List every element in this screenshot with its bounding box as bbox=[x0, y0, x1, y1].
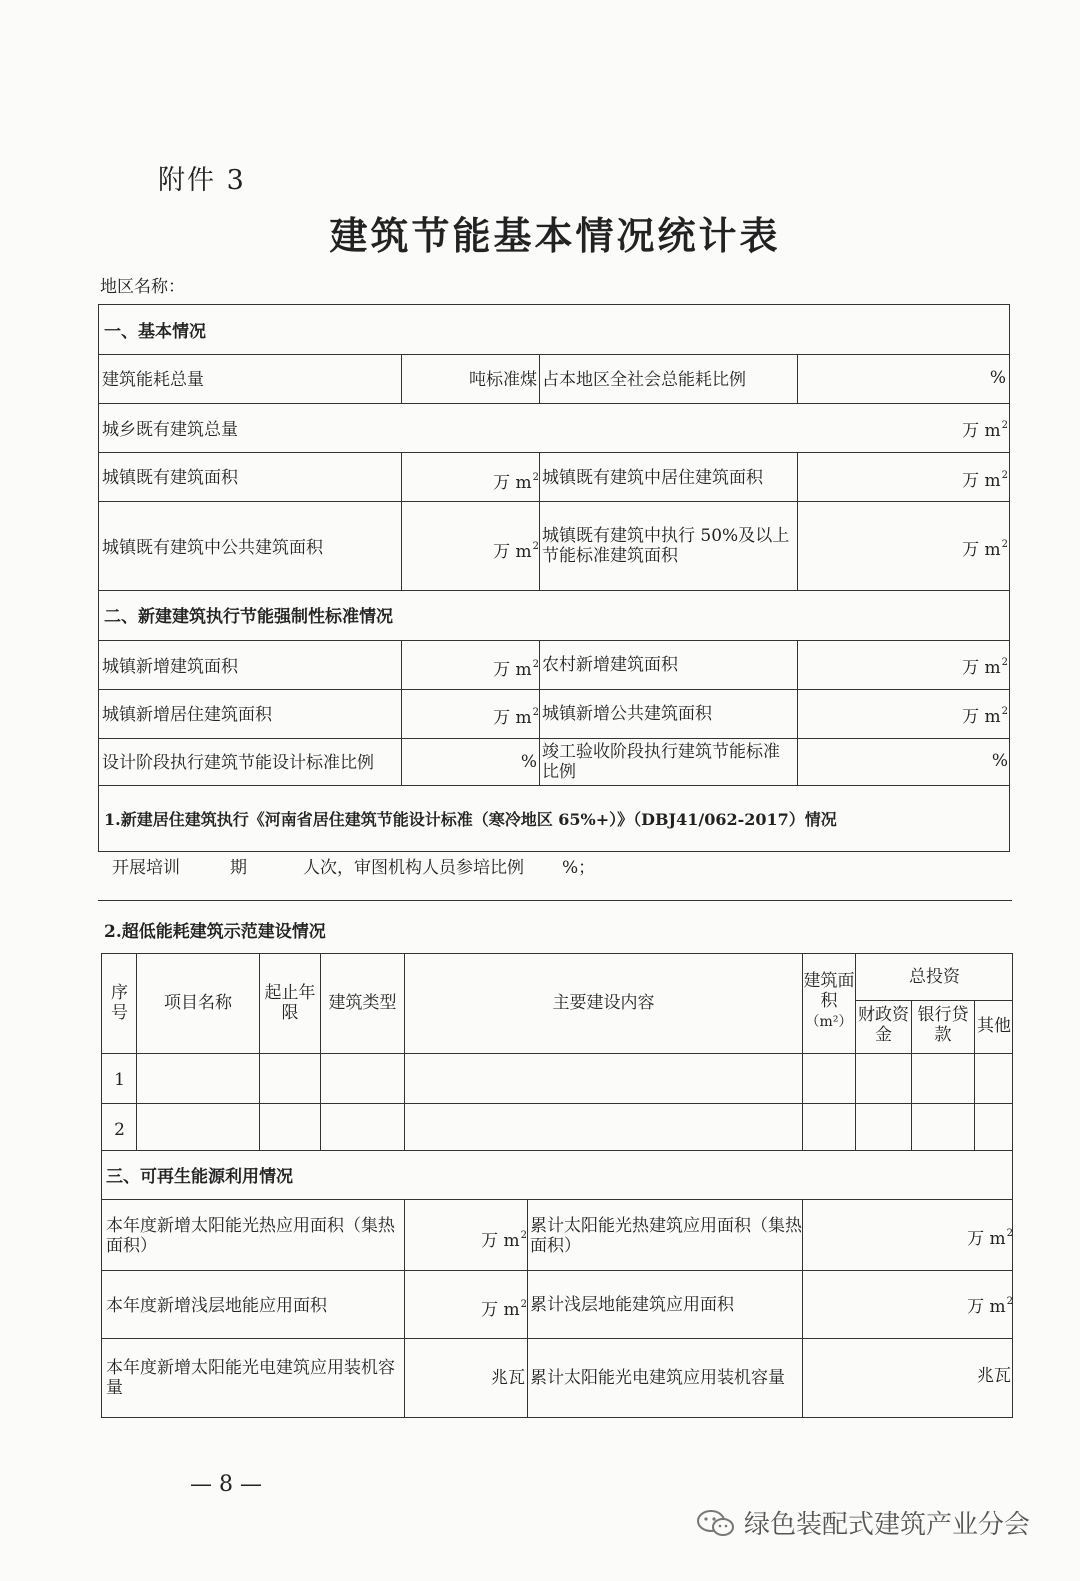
col-bank: 银行贷款 bbox=[917, 1005, 969, 1045]
attachment-label: 附件 3 bbox=[158, 165, 246, 196]
watermark bbox=[696, 1504, 1030, 1541]
town-new-label: 城镇新增建筑面积 bbox=[102, 657, 238, 677]
area-unit: 万 $m^2$ bbox=[493, 707, 539, 728]
town-50-label: 城镇既有建筑中执行 50%及以上节能标准建筑面积 bbox=[542, 526, 790, 566]
pct-label: %； bbox=[562, 858, 596, 878]
col-type: 建筑类型 bbox=[328, 993, 397, 1013]
town-existing-label: 城镇既有建筑面积 bbox=[102, 468, 238, 488]
percent-unit: % bbox=[520, 752, 537, 772]
mw-unit: 兆瓦 bbox=[491, 1368, 525, 1388]
watermark-text: 绿色装配式建筑产业分会 bbox=[744, 1510, 1031, 1540]
pv-new-label: 本年度新增太阳能光电建筑应用装机容量 bbox=[106, 1358, 395, 1398]
design-ratio-label: 设计阶段执行建筑节能设计标准比例 bbox=[102, 753, 374, 773]
page-title: 建筑节能基本情况统计表 bbox=[329, 213, 781, 258]
col-name: 项目名称 bbox=[164, 993, 232, 1013]
page-number: — 8 — bbox=[190, 1472, 262, 1497]
solar-heat-new-label: 本年度新增太阳能光热应用面积（集热面积） bbox=[106, 1216, 395, 1256]
town-public-label: 城镇既有建筑中公共建筑面积 bbox=[102, 538, 323, 558]
col-other: 其他 bbox=[977, 1016, 1011, 1036]
wechat-icon bbox=[696, 1508, 736, 1538]
coal-unit: 吨标准煤 bbox=[469, 370, 537, 390]
area-unit: 万 $m^2$ bbox=[962, 657, 1008, 678]
area-unit: 万 $m^2$ bbox=[493, 472, 539, 493]
area-unit: 万 $m^2$ bbox=[962, 539, 1008, 560]
geo-new-label: 本年度新增浅层地能应用面积 bbox=[106, 1296, 327, 1316]
rural-new-label: 农村新增建筑面积 bbox=[542, 655, 678, 675]
persons-label: 人次，审图机构人员参培比例 bbox=[303, 858, 524, 878]
area-unit: 万 $m^2$ bbox=[493, 541, 539, 562]
percent-unit: % bbox=[989, 368, 1006, 388]
area-unit: 万 $m^2$ bbox=[493, 659, 539, 680]
section3-heading: 三、可再生能源利用情况 bbox=[106, 1167, 293, 1187]
table-row-seq: 2 bbox=[114, 1120, 125, 1140]
existing-total-label: 城乡既有建筑总量 bbox=[102, 420, 238, 440]
geo-total-label: 累计浅层地能建筑应用面积 bbox=[530, 1295, 734, 1315]
col-seq: 序号 bbox=[111, 983, 128, 1023]
section1-heading: 一、基本情况 bbox=[104, 322, 206, 342]
solar-heat-total-label: 累计太阳能光热建筑应用面积（集热面积） bbox=[530, 1216, 802, 1256]
training-label: 开展培训 bbox=[112, 858, 180, 878]
col-area: 建筑面积 （m²） bbox=[803, 971, 855, 1030]
area-unit: 万 $m^2$ bbox=[481, 1299, 527, 1320]
percent-unit: % bbox=[991, 751, 1008, 771]
town-new-pub-label: 城镇新增公共建筑面积 bbox=[542, 704, 712, 724]
energy-ratio-label: 占本地区全社会总能耗比例 bbox=[542, 370, 746, 390]
col-period: 起止年限 bbox=[264, 983, 316, 1023]
area-unit: 万 $m^2$ bbox=[962, 420, 1008, 441]
accept-ratio-label: 竣工验收阶段执行建筑节能标准比例 bbox=[542, 742, 780, 782]
sub1-heading: 1.新建居住建筑执行《河南省居住建筑节能设计标准（寒冷地区 65%+）》（DBJ41/062-2017）情况 bbox=[104, 810, 837, 829]
energy-total-label: 建筑能耗总量 bbox=[102, 370, 204, 390]
col-invest: 总投资 bbox=[909, 967, 960, 987]
sub2-heading: 2.超低能耗建筑示范建设情况 bbox=[104, 922, 326, 942]
area-unit: 万 $m^2$ bbox=[962, 470, 1008, 491]
area-unit: 万 $m^2$ bbox=[967, 1296, 1013, 1317]
section2-heading: 二、新建建筑执行节能强制性标准情况 bbox=[104, 607, 393, 627]
area-unit: 万 $m^2$ bbox=[481, 1230, 527, 1251]
mw-unit: 兆瓦 bbox=[977, 1366, 1011, 1386]
region-label: 地区名称： bbox=[100, 277, 185, 297]
town-residential-label: 城镇既有建筑中居住建筑面积 bbox=[542, 468, 763, 488]
area-unit: 万 $m^2$ bbox=[967, 1228, 1013, 1249]
col-fiscal: 财政资金 bbox=[858, 1005, 909, 1045]
pv-total-label: 累计太阳能光电建筑应用装机容量 bbox=[530, 1368, 785, 1388]
col-content: 主要建设内容 bbox=[552, 993, 655, 1013]
periods-label: 期 bbox=[230, 858, 247, 878]
town-new-res-label: 城镇新增居住建筑面积 bbox=[102, 705, 272, 725]
table-row-seq: 1 bbox=[114, 1070, 125, 1090]
area-unit: 万 $m^2$ bbox=[962, 706, 1008, 727]
